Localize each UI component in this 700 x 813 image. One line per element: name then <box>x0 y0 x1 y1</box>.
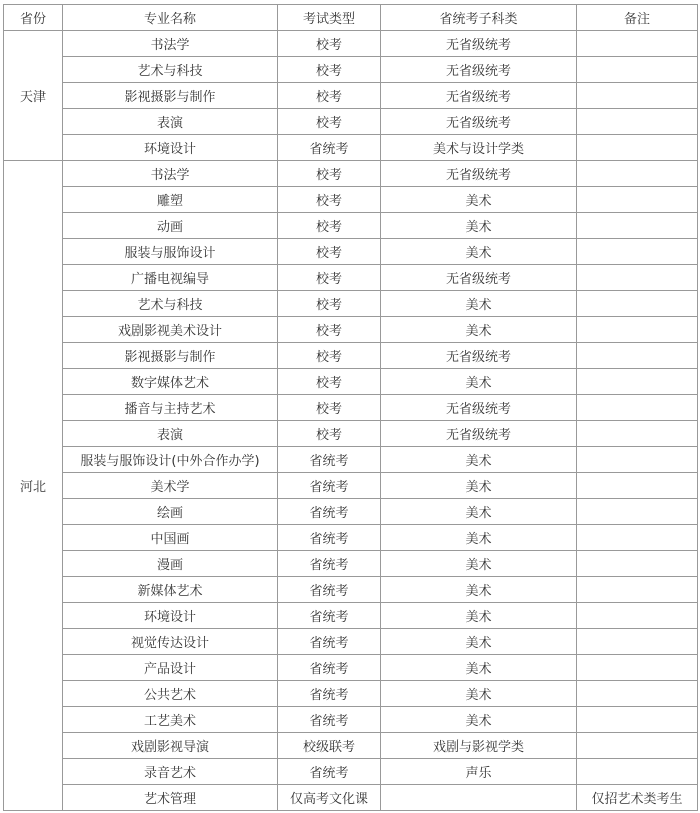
major-cell: 书法学 <box>63 31 278 57</box>
note-cell <box>577 421 698 447</box>
exam-type-cell: 校考 <box>278 265 381 291</box>
subcategory-cell: 无省级统考 <box>381 31 577 57</box>
note-cell <box>577 109 698 135</box>
exam-type-cell: 校考 <box>278 343 381 369</box>
table-row <box>4 31 698 57</box>
major-cell: 中国画 <box>63 525 278 551</box>
major-cell: 动画 <box>63 213 278 239</box>
subcategory-cell: 美术 <box>381 239 577 265</box>
note-cell <box>577 83 698 109</box>
major-cell: 影视摄影与制作 <box>63 343 278 369</box>
table-row <box>4 395 698 421</box>
note-cell <box>577 369 698 395</box>
major-cell: 雕塑 <box>63 187 278 213</box>
exam-type-cell: 省统考 <box>278 525 381 551</box>
exam-type-cell: 校考 <box>278 317 381 343</box>
major-cell: 戏剧影视导演 <box>63 733 278 759</box>
exam-type-cell: 校级联考 <box>278 733 381 759</box>
subcategory-cell: 无省级统考 <box>381 421 577 447</box>
header-major: 专业名称 <box>63 5 278 31</box>
table-row <box>4 317 698 343</box>
note-cell <box>577 31 698 57</box>
exam-type-cell: 校考 <box>278 187 381 213</box>
major-cell: 艺术管理 <box>63 785 278 811</box>
table-row <box>4 681 698 707</box>
note-cell <box>577 681 698 707</box>
exam-type-cell: 校考 <box>278 109 381 135</box>
subcategory-cell: 美术 <box>381 499 577 525</box>
note-cell <box>577 317 698 343</box>
exam-type-cell: 校考 <box>278 83 381 109</box>
table-row <box>4 499 698 525</box>
subcategory-cell: 无省级统考 <box>381 343 577 369</box>
subcategory-cell: 美术 <box>381 577 577 603</box>
major-cell: 广播电视编导 <box>63 265 278 291</box>
exam-type-cell: 校考 <box>278 57 381 83</box>
table-row <box>4 785 698 811</box>
exam-type-cell: 省统考 <box>278 759 381 785</box>
major-cell: 影视摄影与制作 <box>63 83 278 109</box>
table-row <box>4 759 698 785</box>
exam-type-cell: 省统考 <box>278 577 381 603</box>
exam-type-cell: 校考 <box>278 291 381 317</box>
exam-type-cell: 省统考 <box>278 603 381 629</box>
major-cell: 环境设计 <box>63 603 278 629</box>
table-row <box>4 655 698 681</box>
subcategory-cell: 无省级统考 <box>381 161 577 187</box>
header-province: 省份 <box>4 5 63 31</box>
exam-type-cell: 省统考 <box>278 473 381 499</box>
exam-type-cell: 校考 <box>278 31 381 57</box>
table-row <box>4 733 698 759</box>
table-row <box>4 421 698 447</box>
table-row <box>4 57 698 83</box>
major-cell: 服装与服饰设计 <box>63 239 278 265</box>
table-row <box>4 603 698 629</box>
note-cell <box>577 57 698 83</box>
exam-type-cell: 仅高考文化课 <box>278 785 381 811</box>
exam-type-cell: 校考 <box>278 239 381 265</box>
note-cell <box>577 239 698 265</box>
header-subcategory: 省统考子科类 <box>381 5 577 31</box>
exam-type-cell: 校考 <box>278 395 381 421</box>
table-row <box>4 291 698 317</box>
subcategory-cell: 美术 <box>381 447 577 473</box>
table-row <box>4 577 698 603</box>
major-cell: 环境设计 <box>63 135 278 161</box>
major-cell: 美术学 <box>63 473 278 499</box>
exam-type-cell: 校考 <box>278 369 381 395</box>
table-row <box>4 265 698 291</box>
subcategory-cell: 无省级统考 <box>381 83 577 109</box>
major-cell: 数字媒体艺术 <box>63 369 278 395</box>
header-exam-type: 考试类型 <box>278 5 381 31</box>
table-header <box>4 5 698 31</box>
major-cell: 新媒体艺术 <box>63 577 278 603</box>
note-cell <box>577 603 698 629</box>
note-cell <box>577 629 698 655</box>
exam-type-cell: 省统考 <box>278 135 381 161</box>
major-cell: 产品设计 <box>63 655 278 681</box>
exam-type-cell: 省统考 <box>278 655 381 681</box>
major-cell: 漫画 <box>63 551 278 577</box>
subcategory-cell: 无省级统考 <box>381 57 577 83</box>
table-row <box>4 213 698 239</box>
major-cell: 绘画 <box>63 499 278 525</box>
table-row <box>4 161 698 187</box>
subcategory-cell: 美术 <box>381 707 577 733</box>
note-cell <box>577 525 698 551</box>
subcategory-cell: 美术 <box>381 291 577 317</box>
major-cell: 公共艺术 <box>63 681 278 707</box>
note-cell: 仅招艺术类考生 <box>577 785 698 811</box>
subcategory-cell <box>381 785 577 811</box>
province-cell: 天津 <box>4 31 63 161</box>
subcategory-cell: 美术 <box>381 681 577 707</box>
note-cell <box>577 577 698 603</box>
table-row <box>4 707 698 733</box>
major-cell: 播音与主持艺术 <box>63 395 278 421</box>
note-cell <box>577 759 698 785</box>
subcategory-cell: 无省级统考 <box>381 265 577 291</box>
note-cell <box>577 499 698 525</box>
subcategory-cell: 美术 <box>381 525 577 551</box>
exam-type-cell: 校考 <box>278 213 381 239</box>
major-cell: 视觉传达设计 <box>63 629 278 655</box>
exam-type-cell: 省统考 <box>278 499 381 525</box>
subcategory-cell: 美术 <box>381 603 577 629</box>
subcategory-cell: 美术 <box>381 369 577 395</box>
subcategory-cell: 美术 <box>381 655 577 681</box>
major-cell: 工艺美术 <box>63 707 278 733</box>
table-row <box>4 239 698 265</box>
subcategory-cell: 美术与设计学类 <box>381 135 577 161</box>
note-cell <box>577 265 698 291</box>
header-row <box>4 5 698 31</box>
subcategory-cell: 美术 <box>381 629 577 655</box>
note-cell <box>577 473 698 499</box>
note-cell <box>577 343 698 369</box>
major-cell: 服装与服饰设计(中外合作办学) <box>63 447 278 473</box>
note-cell <box>577 395 698 421</box>
table-row <box>4 525 698 551</box>
note-cell <box>577 551 698 577</box>
major-cell: 表演 <box>63 109 278 135</box>
table-row <box>4 343 698 369</box>
subcategory-cell: 美术 <box>381 187 577 213</box>
subcategory-cell: 无省级统考 <box>381 109 577 135</box>
note-cell <box>577 655 698 681</box>
table-row <box>4 187 698 213</box>
major-cell: 表演 <box>63 421 278 447</box>
note-cell <box>577 707 698 733</box>
table-row <box>4 551 698 577</box>
exam-type-cell: 省统考 <box>278 551 381 577</box>
note-cell <box>577 447 698 473</box>
table-row <box>4 629 698 655</box>
note-cell <box>577 135 698 161</box>
table-row <box>4 109 698 135</box>
exam-type-cell: 省统考 <box>278 447 381 473</box>
note-cell <box>577 213 698 239</box>
table-row <box>4 473 698 499</box>
note-cell <box>577 291 698 317</box>
major-cell: 艺术与科技 <box>63 57 278 83</box>
exam-type-cell: 校考 <box>278 421 381 447</box>
major-cell: 艺术与科技 <box>63 291 278 317</box>
note-cell <box>577 161 698 187</box>
subcategory-cell: 戏剧与影视学类 <box>381 733 577 759</box>
table-row <box>4 135 698 161</box>
table-row <box>4 447 698 473</box>
exam-type-cell: 省统考 <box>278 707 381 733</box>
admissions-table <box>3 4 698 811</box>
subcategory-cell: 美术 <box>381 551 577 577</box>
subcategory-cell: 美术 <box>381 317 577 343</box>
province-cell: 河北 <box>4 161 63 811</box>
note-cell <box>577 187 698 213</box>
exam-type-cell: 省统考 <box>278 681 381 707</box>
exam-type-cell: 校考 <box>278 161 381 187</box>
major-cell: 书法学 <box>63 161 278 187</box>
subcategory-cell: 美术 <box>381 213 577 239</box>
subcategory-cell: 无省级统考 <box>381 395 577 421</box>
subcategory-cell: 声乐 <box>381 759 577 785</box>
subcategory-cell: 美术 <box>381 473 577 499</box>
table-body <box>4 31 698 811</box>
header-note: 备注 <box>577 5 698 31</box>
table-row <box>4 369 698 395</box>
note-cell <box>577 733 698 759</box>
table-row <box>4 83 698 109</box>
exam-type-cell: 省统考 <box>278 629 381 655</box>
major-cell: 录音艺术 <box>63 759 278 785</box>
major-cell: 戏剧影视美术设计 <box>63 317 278 343</box>
